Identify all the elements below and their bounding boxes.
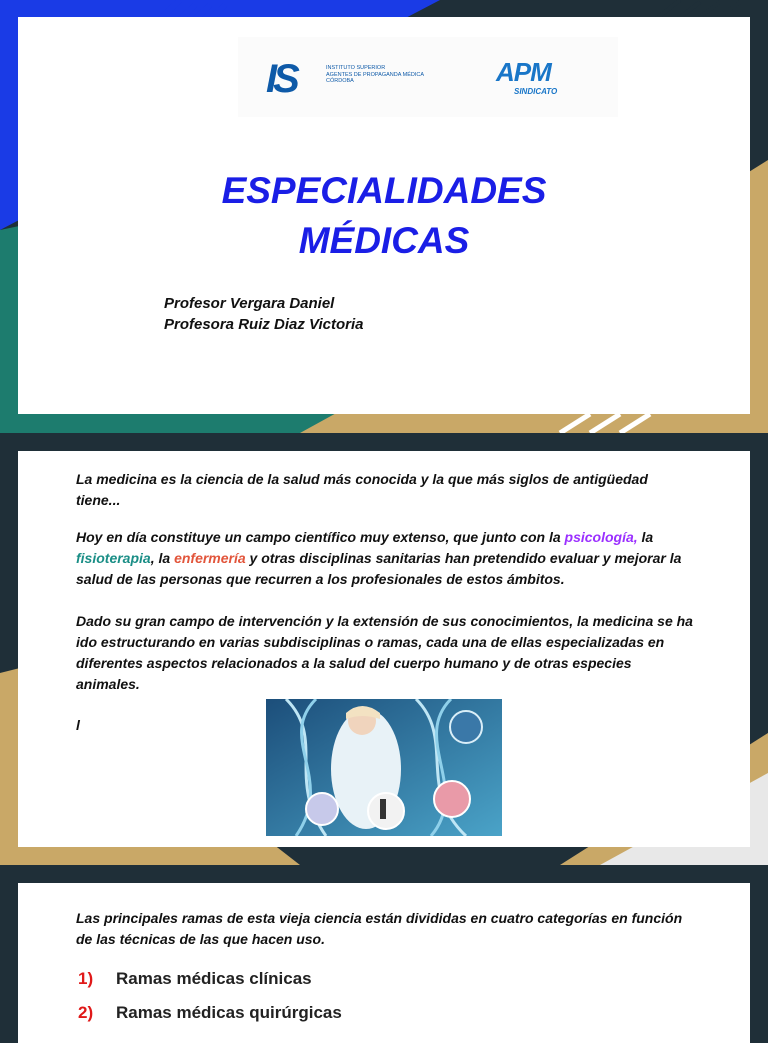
paragraph-text: , la (150, 550, 175, 566)
slide-title-line-2: MÉDICAS (298, 220, 470, 261)
professor-name: Profesora Ruiz Diaz Victoria (164, 316, 364, 333)
slide-title-line-1: ESPECIALIDADES (221, 170, 547, 211)
is-logo-caption-line: INSTITUTO SUPERIOR (326, 65, 386, 71)
paragraph: La medicina es la ciencia de la salud más conocida y la que más siglos de antigüedad tiene... (76, 471, 648, 508)
list-number: 2) (78, 1003, 94, 1022)
term-enfermeria: enfermería (174, 550, 246, 566)
list-label: Ramas médicas clínicas (116, 969, 312, 988)
term-fisioterapia: fisioterapia (76, 550, 151, 566)
logos-banner (238, 37, 618, 117)
paragraph-text: la (637, 529, 654, 545)
paragraph: l (76, 717, 80, 733)
list-item (78, 1003, 342, 1023)
list-item (78, 969, 312, 989)
apm-logo-caption: SINDICATO (514, 87, 558, 96)
branches-slide (18, 883, 750, 1043)
dna-lab-illustration (266, 699, 502, 836)
apm-logo: APM (496, 57, 551, 87)
list-number: 1) (78, 969, 94, 988)
intro-slide (18, 451, 750, 847)
term-psicologia: psicología, (564, 529, 638, 545)
list-label: Ramas médicas quirúrgicas (116, 1003, 342, 1022)
is-logo-caption-line: AGENTES DE PROPAGANDA MÉDICA (326, 71, 425, 78)
is-logo-caption (326, 65, 424, 85)
paragraph-text: y otras disciplinas sanitarias han pretendido evaluar y mejorar la salud de las personas que recurren a los profesionales de estos ámbitos. (76, 550, 682, 587)
title-slide (18, 17, 750, 414)
medical-research-image (266, 699, 502, 836)
paragraph: Las principales ramas de esta vieja ciencia están divididas en cuatro categorías en función de las técnicas de las que hacen uso. (76, 910, 683, 947)
is-logo: IS (266, 57, 296, 101)
is-logo-caption-line: CÓRDOBA (326, 78, 354, 84)
paragraph-text: Hoy en día constituye un campo científico muy extenso, que junto con la (76, 529, 565, 545)
professor-name: Profesor Vergara Daniel (164, 295, 335, 312)
paragraph (76, 527, 696, 590)
paragraph: Dado su gran campo de intervención y la extensión de sus conocimientos, la medicina se ha ido estructurando en varias subdisciplinas o ramas, cada una de ellas especializadas en diferentes aspectos relacionados a la salud del cuerpo humano y de otras especies animales. (76, 613, 693, 692)
